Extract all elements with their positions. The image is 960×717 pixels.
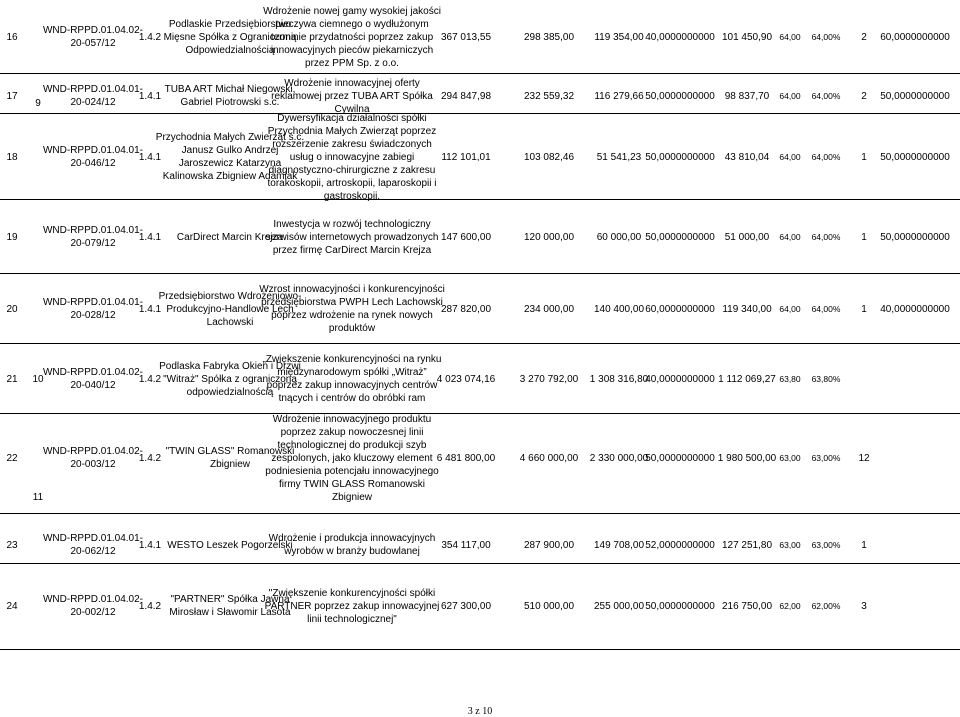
total-value: 4 023 074,16 — [436, 373, 496, 385]
row-divider — [0, 513, 960, 514]
total-value: 6 481 800,00 — [436, 452, 496, 464]
project-title: usług o innowacyjne zabiegi — [289, 151, 415, 163]
project-title: wyrobów w branży budowlanej — [284, 546, 420, 557]
aid-limit: 1 112 069,27 — [718, 373, 776, 385]
application-code: WND-RPPD.01.04.02- — [42, 367, 144, 378]
measure-code: 1.4.2 — [138, 600, 162, 612]
row-number: 20 — [6, 303, 18, 315]
application-code: WND-RPPD.01.04.01- — [42, 145, 144, 156]
cofinancing-amount: 119 354,00 — [594, 31, 644, 43]
beneficiary-name: "TWIN GLASS" Romanowski — [165, 446, 295, 457]
beneficiary-name: Kalinowska Zbigniew Adamiak — [162, 171, 298, 182]
beneficiary-name: "PARTNER" Spółka Jawna — [170, 594, 290, 605]
score-points: 64,00 — [779, 151, 801, 162]
application-code: 20-062/12 — [70, 546, 116, 557]
application-code: 20-046/12 — [70, 158, 116, 169]
application-code: WND-RPPD.01.04.02- — [42, 594, 144, 605]
beneficiary-name: TUBA ART Michał Niegowski, — [164, 84, 296, 95]
beneficiary-name: WESTO Leszek Pogorzelski — [167, 539, 293, 551]
row-number: 23 — [6, 539, 18, 551]
cofinancing-amount: 140 400,00 — [593, 303, 645, 315]
cofinancing-amount: 1 308 316,80 — [589, 373, 649, 385]
eligible-costs: 234 000,00 — [523, 303, 575, 315]
row-number: 16 — [6, 31, 18, 43]
project-title: terminie przydatności poprzez zakup — [270, 31, 434, 43]
rank-value: 1 — [861, 231, 867, 243]
application-code: WND-RPPD.01.04.01- — [42, 297, 144, 308]
score-points: 64,00 — [779, 31, 801, 42]
rank-value: 2 — [861, 31, 867, 43]
row-divider — [0, 73, 960, 74]
final-rate: 50,0000000000 — [880, 231, 950, 243]
measure-code: 1.4.1 — [138, 303, 162, 315]
beneficiary-name: CarDirect Marcin Krejza — [176, 231, 284, 243]
application-code: WND-RPPD.01.04.02- — [42, 446, 144, 457]
project-title: reklamowej przez TUBA ART Spółka — [271, 90, 433, 102]
score-percent: 63,00% — [811, 452, 841, 463]
measure-code: 1.4.1 — [138, 231, 162, 243]
score-points: 62,00 — [779, 600, 801, 611]
final-rate: 40,0000000000 — [880, 303, 950, 315]
score-percent: 63,00% — [811, 539, 841, 550]
project-title: Przychodnia Małych Zwierząt poprzez — [267, 125, 437, 137]
eligible-costs: 287 900,00 — [523, 539, 575, 551]
group-number: 11 — [32, 491, 44, 503]
measure-code: 1.4.1 — [138, 90, 162, 102]
rank-value: 2 — [861, 90, 867, 102]
score-percent: 64,00% — [811, 303, 841, 314]
project-title: poprzez zakup innowacyjnych centrów — [266, 380, 438, 391]
cofinancing-amount: 116 279,66 — [594, 90, 644, 102]
project-title: poprzez zakup nowoczesnej linii — [280, 426, 424, 438]
beneficiary-name: Mięsne Spółka z Ograniczoną — [163, 31, 297, 43]
beneficiary-name: Jaroszewicz Katarzyna — [178, 158, 282, 169]
eligible-costs: 298 385,00 — [523, 31, 575, 43]
cofinancing-amount: 255 000,00 — [593, 600, 645, 612]
cofinancing-rate: 50,0000000000 — [645, 600, 715, 612]
final-rate: 50,0000000000 — [880, 90, 950, 102]
aid-limit: 127 251,80 — [721, 539, 773, 551]
aid-limit: 119 340,00 — [722, 303, 772, 315]
project-title: Dywersyfikacja działalności spółki — [277, 112, 427, 124]
project-title: technologicznej do produkcji szyb — [277, 439, 427, 451]
aid-limit: 98 837,70 — [724, 90, 770, 102]
score-percent: 64,00% — [811, 90, 841, 101]
eligible-costs: 103 082,46 — [523, 151, 575, 163]
row-divider — [0, 563, 960, 564]
aid-limit: 43 810,04 — [724, 151, 770, 163]
final-rate: 60,0000000000 — [880, 31, 950, 43]
aid-limit: 101 450,90 — [721, 31, 773, 43]
application-code: 20-040/12 — [70, 380, 116, 391]
score-points: 63,00 — [779, 539, 801, 550]
beneficiary-name: Podlaskie Przedsiębiorstwo — [168, 18, 292, 30]
total-value: 627 300,00 — [440, 600, 492, 612]
cofinancing-rate: 50,0000000000 — [645, 452, 715, 464]
application-code: 20-024/12 — [70, 97, 116, 108]
project-title: produktów — [328, 323, 376, 334]
application-code: 20-079/12 — [70, 238, 116, 249]
row-divider — [0, 413, 960, 414]
aid-limit: 216 750,00 — [721, 600, 773, 612]
score-points: 63,80 — [779, 373, 801, 384]
project-title: poprzez wdrożenie na rynek nowych — [271, 310, 433, 321]
rank-value: 12 — [858, 452, 870, 464]
score-points: 64,00 — [779, 90, 801, 101]
application-code: 20-002/12 — [70, 607, 116, 618]
project-title: rozszerzenie zakresu świadczonych — [272, 138, 432, 150]
rank-value: 1 — [861, 303, 867, 315]
project-title: międzynarodowym spółki „Witraż” — [277, 367, 427, 378]
beneficiary-name: odpowiedzialnością — [186, 386, 274, 398]
total-value: 367 013,55 — [440, 31, 492, 43]
row-number: 17 — [6, 90, 18, 102]
row-divider — [0, 649, 960, 650]
aid-limit: 51 000,00 — [724, 231, 770, 243]
project-title: przez firmę CarDirect Marcin Krejza — [272, 244, 432, 256]
cofinancing-amount: 2 330 000,00 — [589, 452, 649, 464]
beneficiary-name: "Witraż" Spółka z ograniczoną — [163, 373, 297, 385]
score-percent: 64,00% — [811, 31, 841, 42]
project-title: gastroskopii. — [323, 190, 381, 202]
total-value: 112 101,01 — [441, 151, 491, 163]
cofinancing-rate: 60,0000000000 — [645, 303, 715, 315]
rank-value: 1 — [861, 151, 867, 163]
project-title: pieczywa ciemnego o wydłużonym — [275, 18, 429, 30]
beneficiary-name: Podlaska Fabryka Okien i Drzwi — [159, 360, 301, 372]
row-number: 18 — [6, 151, 18, 163]
eligible-costs: 120 000,00 — [523, 231, 575, 243]
score-points: 64,00 — [779, 303, 801, 314]
cofinancing-amount: 60 000,00 — [596, 231, 642, 243]
measure-code: 1.4.1 — [138, 539, 162, 551]
final-rate: 50,0000000000 — [880, 151, 950, 163]
measure-code: 1.4.1 — [138, 151, 162, 163]
project-title: linii technologicznej" — [307, 613, 397, 625]
project-title: firmy TWIN GLASS Romanowski — [279, 478, 425, 490]
eligible-costs: 4 660 000,00 — [519, 452, 579, 464]
beneficiary-name: Odpowiedzialnością — [185, 44, 275, 56]
cofinancing-rate: 50,0000000000 — [645, 231, 715, 243]
beneficiary-name: Przedsiębiorstwo Wdrożeniowo- — [158, 290, 302, 302]
application-code: WND-RPPD.01.04.01- — [42, 533, 144, 544]
score-points: 63,00 — [779, 452, 801, 463]
beneficiary-name: Zbigniew — [209, 459, 251, 470]
eligible-costs: 3 270 792,00 — [519, 373, 579, 385]
score-percent: 64,00% — [811, 231, 841, 242]
project-title: Wdrożenie innowacyjnego produktu — [272, 413, 432, 425]
aid-limit: 1 980 500,00 — [717, 452, 777, 464]
beneficiary-name: Przychodnia Małych Zwierząt s.c. — [155, 132, 305, 143]
beneficiary-name: Gabriel Piotrowski s.c. — [180, 97, 280, 108]
eligible-costs: 232 559,32 — [523, 90, 575, 102]
project-title: zespolonych, jako kluczowy element — [271, 452, 433, 464]
score-percent: 62,00% — [811, 600, 841, 611]
project-title: serwisów internetowych prowadzonych — [265, 231, 439, 243]
rank-value: 1 — [861, 539, 867, 551]
beneficiary-name: Janusz Gulko Andrzej — [181, 145, 279, 156]
row-number: 24 — [6, 600, 18, 612]
group-number: 9 — [35, 97, 41, 109]
cofinancing-rate: 52,0000000000 — [645, 539, 715, 551]
total-value: 354 117,00 — [441, 539, 491, 551]
project-title: "Zwiększenie konkurencyjności spółki — [268, 587, 436, 599]
measure-code: 1.4.2 — [138, 373, 162, 385]
project-title: przedsiębiorstwa PWPH Lech Lachowski — [261, 297, 443, 308]
row-divider — [0, 113, 960, 114]
application-code: 20-057/12 — [70, 38, 116, 49]
measure-code: 1.4.2 — [138, 31, 162, 43]
total-value: 294 847,98 — [440, 90, 492, 102]
eligible-costs: 510 000,00 — [523, 600, 575, 612]
cofinancing-rate: 40,0000000000 — [645, 373, 715, 385]
beneficiary-name: Produkcyjno-Handlowe Lech — [166, 303, 294, 315]
application-code: 20-028/12 — [70, 310, 116, 321]
project-title: Wzrost innowacyjności i konkurencyjności — [259, 284, 445, 295]
row-divider — [0, 343, 960, 344]
cofinancing-amount: 51 541,23 — [596, 151, 642, 163]
project-title: przez PPM Sp. z o.o. — [305, 57, 399, 69]
project-title: diagnostyczno-chirurgiczne z zakresu — [268, 164, 436, 176]
cofinancing-rate: 50,0000000000 — [645, 151, 715, 163]
beneficiary-name: Mirosław i Sławomir Lasota — [169, 607, 291, 618]
project-title: Wdrożenie i produkcja innowacyjnych — [268, 533, 436, 544]
score-percent: 63,80% — [811, 373, 841, 384]
project-title: PARTNER poprzez zakup innowacyjnej — [264, 600, 440, 612]
application-code: WND-RPPD.01.04.02- — [42, 25, 144, 36]
total-value: 287 820,00 — [440, 303, 492, 315]
beneficiary-name: Lachowski — [206, 316, 254, 328]
application-code: 20-003/12 — [70, 459, 116, 470]
score-percent: 64,00% — [811, 151, 841, 162]
rank-value: 3 — [861, 600, 867, 612]
project-title: Cywilna — [334, 103, 370, 115]
project-title: Inwestycja w rozwój technologiczny — [273, 218, 431, 230]
project-title: Wdrożenie innowacyjnej oferty — [284, 77, 420, 89]
measure-code: 1.4.2 — [138, 452, 162, 464]
project-title: podniesienia potencjału innowacyjnego — [265, 465, 439, 477]
row-divider — [0, 273, 960, 274]
project-title: Zbigniew — [331, 491, 373, 503]
row-number: 21 — [6, 373, 18, 385]
page-number: 3 z 10 — [467, 706, 493, 717]
total-value: 147 600,00 — [440, 231, 492, 243]
project-title: „Zwiększenie konkurencyjności na rynku — [262, 354, 442, 365]
cofinancing-amount: 149 708,00 — [593, 539, 645, 551]
project-title: Wdrożenie nowej gamy wysokiej jakości — [263, 5, 441, 17]
group-number: 10 — [32, 373, 44, 385]
row-divider — [0, 199, 960, 200]
application-code: WND-RPPD.01.04.01- — [42, 225, 144, 236]
row-number: 19 — [6, 231, 18, 243]
row-number: 22 — [6, 452, 18, 464]
project-title: torakoskopii, artroskopii, laparoskopii i — [267, 177, 437, 189]
cofinancing-rate: 40,0000000000 — [645, 31, 715, 43]
cofinancing-rate: 50,0000000000 — [645, 90, 715, 102]
project-title: tnących i centrów do obróbki ram — [278, 393, 426, 404]
project-title: innowacyjnych pieców piekarniczych — [270, 44, 434, 56]
score-points: 64,00 — [779, 231, 801, 242]
application-code: WND-RPPD.01.04.01- — [42, 84, 144, 95]
